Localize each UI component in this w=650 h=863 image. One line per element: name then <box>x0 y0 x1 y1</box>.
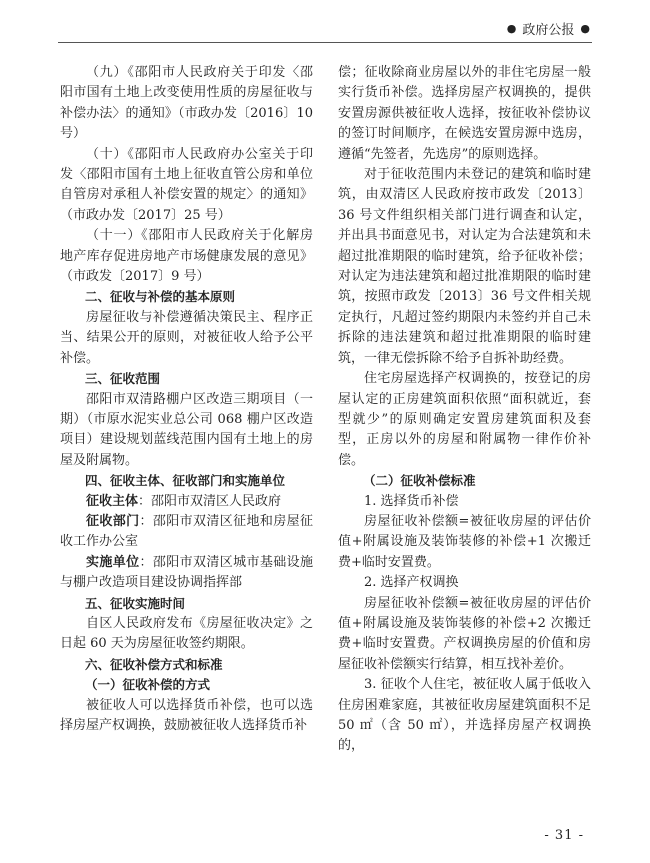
section-heading: 五、征收实施时间 <box>85 595 186 611</box>
paragraph: 对于征收范围内未登记的建筑和临时建筑，由双清区人民政府按市政发〔2013〕36 号文件组织相关部门进行调查和认定，并出具书面意见书，对认定为合法建筑和未超过批准期限的临时建筑，给予征收补偿；对认定为违法建筑和超过批准期限的临时建筑，按照市政发〔2013〕36 号文件相关规定执行，凡超过签约期限内未签约并自己未拆除的违法建筑和超过批准期限的临时建筑，一律无偿拆除不给予自拆补助经费。 <box>338 167 591 366</box>
paragraph: 房屋征收补偿额=被征收房屋的评估价值+附属设施及装饰装修的补偿+2 次搬迁费+临时安置费。产权调换房屋的价值和房屋征收补偿额实行结算，相互找补差价。 <box>338 595 591 672</box>
paragraph: 房屋征收补偿额=被征收房屋的评估价值+附属设施及装饰装修的补偿+1 次搬迁费+临时安置费。 <box>338 513 591 570</box>
right-column <box>338 63 591 757</box>
value-subject: ：邵阳市双清区人民政府 <box>138 493 282 509</box>
bullet-dot-icon: ● <box>506 22 517 35</box>
paragraph-continued: 偿；征收除商业房屋以外的非住宅房屋一般实行货币补偿。选择房屋产权调换的，提供安置房源供被征收人选择，按征收补偿协议的签订时间顺序，在候选安置房源中选房，遵循“先签者，先选房”的原则选择。 <box>338 65 591 162</box>
paragraph: 被征收人可以选择货币补偿，也可以选择房屋产权调换，鼓励被征收人选择货币补 <box>60 697 313 733</box>
left-column <box>60 63 313 736</box>
page-number: - 31 - <box>544 828 584 843</box>
list-item-heading: 2. 选择产权调换 <box>364 575 459 591</box>
label-implementer: 实施单位 <box>86 554 140 570</box>
subsection-heading: （二）征收补偿标准 <box>363 473 476 489</box>
section-heading: 二、征收与补偿的基本原则 <box>85 289 236 305</box>
paragraph <box>60 512 313 553</box>
list-item-heading: 1. 选择货币补偿 <box>364 493 459 509</box>
paragraph: 邵阳市双清路棚户区改造三期项目（一期）（市原水泥实业总公司 068 棚户区改造项目）建设规划蓝线范围内国有土地上的房屋及附属物。 <box>60 391 313 468</box>
paragraph <box>60 553 313 594</box>
section-heading: 三、征收范围 <box>85 371 161 387</box>
bullet-dot-icon: ● <box>580 22 590 35</box>
page-header <box>507 19 590 38</box>
paragraph: （十）《邵阳市人民政府办公室关于印发〈邵阳市国有土地上征收直管公房和单位自管房对承租人补偿安置的规定〉的通知》（市政办发〔2017〕25 号） <box>60 146 313 223</box>
paragraph: 住宅房屋选择产权调换的，按登记的房屋认定的正房建筑面积依照“面积就近，套型就少”的原则确定安置房建筑面积及套型，正房以外的房屋和附属物一律作价补偿。 <box>338 371 591 468</box>
section-heading: 六、征收补偿方式和标准 <box>85 656 223 672</box>
label-department: 征收部门 <box>86 513 140 529</box>
value-implementer: ：邵阳市双清区城市基础设施与棚户改造项目建设协调指挥部 <box>60 554 313 591</box>
subsection-heading: （一）征收补偿的方式 <box>85 677 211 693</box>
publication-title: 政府公报 <box>522 23 575 38</box>
paragraph: 3. 征收个人住宅，被征收人属于低收入住房困难家庭，其被征收房屋建筑面积不足 50 ㎡（含 50 ㎡），并选择房屋产权调换的， <box>338 677 591 754</box>
paragraph: （十一）《邵阳市人民政府关于化解房地产库存促进房地产市场健康发展的意见》（市政发〔2017〕9 号） <box>60 228 313 285</box>
paragraph: 房屋征收与补偿遵循决策民主、程序正当、结果公开的原则，对被征收人给予公平补偿。 <box>60 309 313 366</box>
paragraph: 自区人民政府发布《房屋征收决定》之日起 60 天为房屋征收签约期限。 <box>60 615 313 652</box>
label-subject: 征收主体 <box>86 493 139 509</box>
paragraph: （九）《邵阳市人民政府关于印发〈邵阳市国有土地上改变使用性质的房屋征收与补偿办法〉的通知》（市政办发〔2016〕10 号） <box>60 65 313 142</box>
header-divider <box>58 42 592 43</box>
value-department: ：邵阳市双清区征地和房屋征收工作办公室 <box>60 513 313 550</box>
paragraph <box>60 492 313 512</box>
section-heading: 四、征收主体、征收部门和实施单位 <box>85 473 286 489</box>
